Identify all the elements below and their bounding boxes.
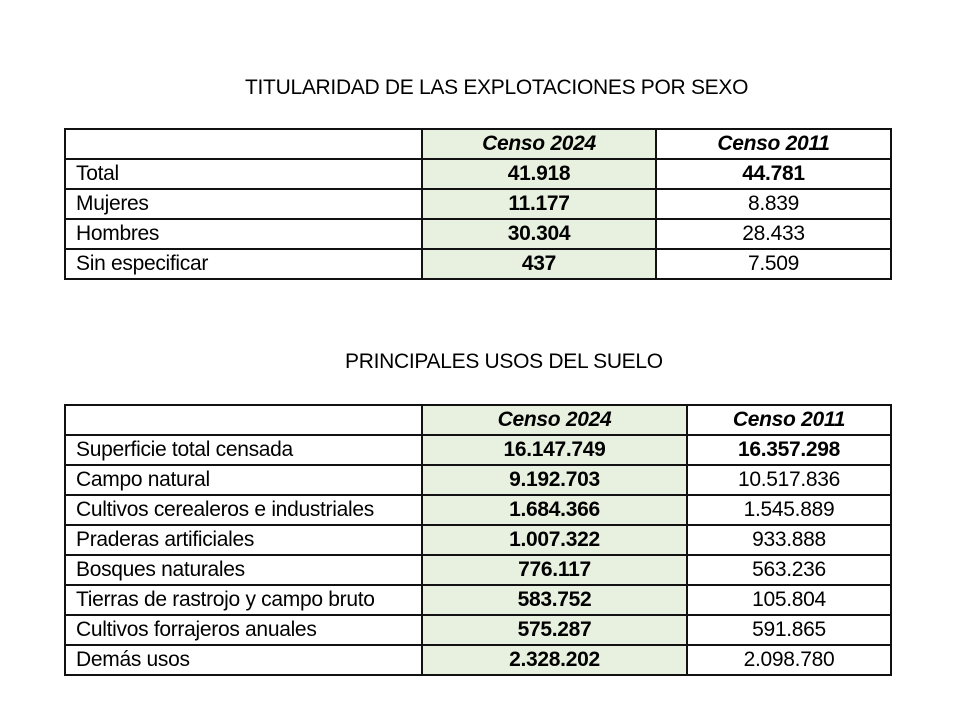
value-2011: 44.781 xyxy=(656,159,891,189)
value-2024: 2.328.202 xyxy=(422,645,687,675)
titularidad-table xyxy=(64,128,892,280)
table-row xyxy=(65,189,891,219)
table1-title: TITULARIDAD DE LAS EXPLOTACIONES POR SEXO xyxy=(245,76,749,99)
row-label: Sin especificar xyxy=(65,249,422,279)
table-row xyxy=(65,645,891,675)
table-row xyxy=(65,525,891,555)
value-2024: 437 xyxy=(422,249,656,279)
row-label: Cultivos cerealeros e industriales xyxy=(65,495,422,525)
table-row xyxy=(65,585,891,615)
value-2024: 11.177 xyxy=(422,189,656,219)
value-2011: 8.839 xyxy=(656,189,891,219)
header-censo-2011: Censo 2011 xyxy=(687,405,891,435)
value-2011: 28.433 xyxy=(656,219,891,249)
table-row xyxy=(65,555,891,585)
table-row xyxy=(65,249,891,279)
table-row xyxy=(65,159,891,189)
header-censo-2011: Censo 2011 xyxy=(656,129,891,159)
value-2011: 105.804 xyxy=(687,585,891,615)
table-row xyxy=(65,219,891,249)
value-2024: 30.304 xyxy=(422,219,656,249)
table2-title: PRINCIPALES USOS DEL SUELO xyxy=(345,350,663,373)
row-label: Cultivos forrajeros anuales xyxy=(65,615,422,645)
row-label: Bosques naturales xyxy=(65,555,422,585)
header-empty-cell xyxy=(65,405,422,435)
value-2011: 1.545.889 xyxy=(687,495,891,525)
value-2024: 1.684.366 xyxy=(422,495,687,525)
row-label: Hombres xyxy=(65,219,422,249)
header-empty-cell xyxy=(65,129,422,159)
value-2011: 933.888 xyxy=(687,525,891,555)
value-2024: 16.147.749 xyxy=(422,435,687,465)
header-censo-2024: Censo 2024 xyxy=(422,129,656,159)
table-row xyxy=(65,495,891,525)
table-header-row xyxy=(65,129,891,159)
value-2024: 41.918 xyxy=(422,159,656,189)
value-2024: 9.192.703 xyxy=(422,465,687,495)
value-2024: 583.752 xyxy=(422,585,687,615)
value-2024: 1.007.322 xyxy=(422,525,687,555)
value-2011: 16.357.298 xyxy=(687,435,891,465)
value-2024: 776.117 xyxy=(422,555,687,585)
table-row xyxy=(65,465,891,495)
value-2011: 2.098.780 xyxy=(687,645,891,675)
row-label: Mujeres xyxy=(65,189,422,219)
row-label: Superficie total censada xyxy=(65,435,422,465)
value-2024: 575.287 xyxy=(422,615,687,645)
table-row xyxy=(65,435,891,465)
header-censo-2024: Censo 2024 xyxy=(422,405,687,435)
row-label: Praderas artificiales xyxy=(65,525,422,555)
row-label: Total xyxy=(65,159,422,189)
value-2011: 563.236 xyxy=(687,555,891,585)
row-label: Demás usos xyxy=(65,645,422,675)
value-2011: 10.517.836 xyxy=(687,465,891,495)
value-2011: 7.509 xyxy=(656,249,891,279)
row-label: Campo natural xyxy=(65,465,422,495)
value-2011: 591.865 xyxy=(687,615,891,645)
usos-suelo-table xyxy=(64,404,892,676)
row-label: Tierras de rastrojo y campo bruto xyxy=(65,585,422,615)
table-header-row xyxy=(65,405,891,435)
table-row xyxy=(65,615,891,645)
